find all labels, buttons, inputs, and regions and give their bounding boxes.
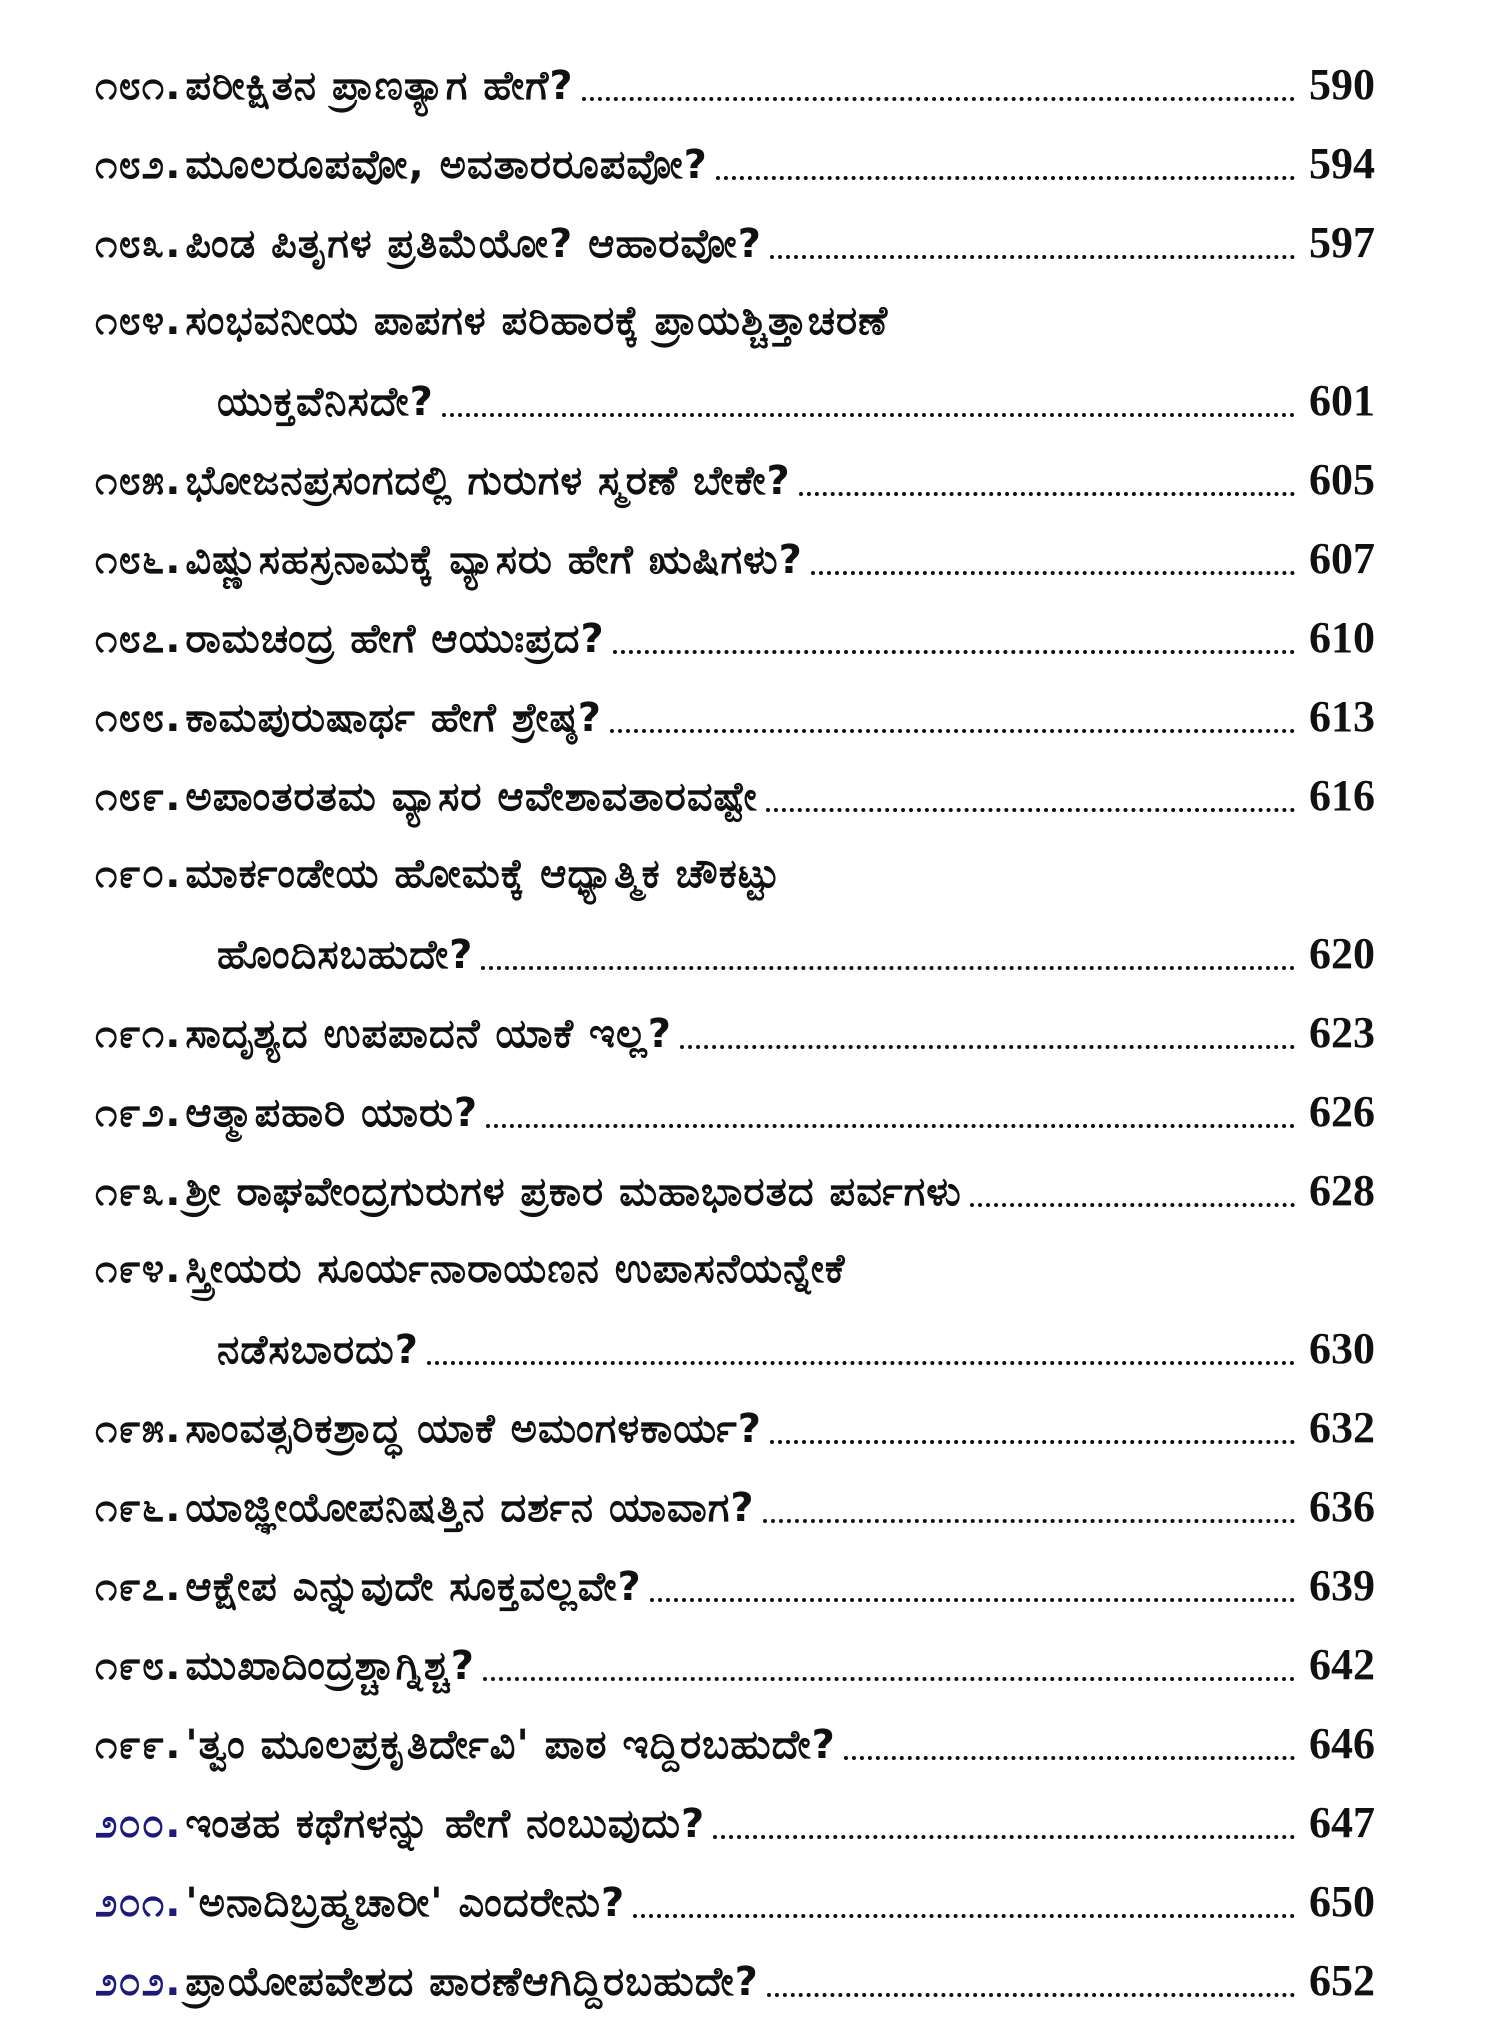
entry-title: ವಿಷ್ಣುಸಹಸ್ರನಾಮಕ್ಕೆ ವ್ಯಾಸರು ಹೇಗೆ ಋಷಿಗಳು? bbox=[185, 537, 803, 583]
entry-title: ಮಾರ್ಕಂಡೇಯ ಹೋಮಕ್ಕೆ ಆಧ್ಯಾತ್ಮಿಕ ಚೌಕಟ್ಟು bbox=[185, 851, 781, 897]
entry-number: ೧೯೫. bbox=[95, 1406, 182, 1452]
entry-page-number: 613 bbox=[1309, 692, 1375, 741]
entry-title: ಸಾದೃಶ್ಯದ ಉಪಪಾದನೆ ಯಾಕೆ ಇಲ್ಲ? bbox=[185, 1011, 672, 1057]
entry-number: ೧೮೨. bbox=[95, 142, 182, 188]
entry-page-number: 630 bbox=[1309, 1324, 1375, 1373]
dot-leader bbox=[486, 1124, 1295, 1128]
entry-page-number: 605 bbox=[1309, 455, 1375, 504]
dot-leader bbox=[481, 966, 1295, 970]
entry-page-number: 626 bbox=[1309, 1087, 1375, 1136]
dot-leader bbox=[483, 1677, 1295, 1681]
entry-page-number: 642 bbox=[1309, 1640, 1375, 1689]
toc-entry bbox=[95, 1625, 1375, 1704]
entry-page-number: 623 bbox=[1309, 1008, 1375, 1057]
entry-title: ಆತ್ಮಾಪಹಾರಿ ಯಾರು? bbox=[185, 1090, 479, 1136]
entry-number: ೧೯೦. bbox=[95, 851, 182, 897]
dot-leader bbox=[716, 176, 1295, 180]
dot-leader bbox=[799, 492, 1295, 496]
entry-page-number: 652 bbox=[1309, 1956, 1375, 2005]
entry-page-number: 607 bbox=[1309, 534, 1375, 583]
dot-leader bbox=[582, 97, 1295, 101]
toc-entry bbox=[95, 440, 1375, 519]
entry-number: ೧೮೬. bbox=[95, 537, 182, 583]
entry-page-number: 632 bbox=[1309, 1403, 1375, 1452]
entry-title: ಆಕ್ಷೇಪ ಎನ್ನುವುದೇ ಸೂಕ್ತವಲ್ಲವೇ? bbox=[185, 1564, 642, 1610]
entry-page-number: 647 bbox=[1309, 1798, 1375, 1847]
dot-leader bbox=[613, 650, 1295, 654]
toc-entry bbox=[95, 835, 1375, 993]
entry-number: ೧೮೧. bbox=[95, 63, 182, 109]
toc-entry bbox=[95, 519, 1375, 598]
dot-leader bbox=[610, 729, 1295, 733]
entry-number: ೧೮೪. bbox=[95, 298, 182, 344]
dot-leader bbox=[770, 255, 1295, 259]
entry-number: ೨೦೧. bbox=[95, 1880, 182, 1926]
dot-leader bbox=[633, 1914, 1295, 1918]
dot-leader bbox=[763, 1519, 1295, 1523]
entry-title-continued: ಹೊಂದಿಸಬಹುದೇ? bbox=[217, 932, 474, 978]
dot-leader bbox=[650, 1598, 1295, 1602]
entry-title-continued: ನಡೆಸಬಾರದು? bbox=[217, 1327, 419, 1373]
entry-number: ೧೮೭. bbox=[95, 616, 182, 662]
toc-entry bbox=[95, 1783, 1375, 1862]
entry-number: ೧೯೯. bbox=[95, 1722, 182, 1768]
entry-title: ಮೂಲರೂಪವೋ, ಅವತಾರರೂಪವೋ? bbox=[185, 142, 708, 188]
dot-leader bbox=[713, 1835, 1295, 1839]
entry-title: 'ತ್ವಂ ಮೂಲಪ್ರಕೃತಿರ್ದೇವಿ' ಪಾಠ ಇದ್ದಿರಬಹುದೇ? bbox=[185, 1722, 836, 1768]
toc-entry bbox=[95, 1862, 1375, 1941]
entry-title: ಪರೀಕ್ಷಿತನ ಪ್ರಾಣತ್ಯಾಗ ಹೇಗೆ? bbox=[185, 63, 574, 109]
entry-page-number: 646 bbox=[1309, 1719, 1375, 1768]
entry-title: ಪ್ರಾಯೋಪವೇಶದ ಪಾರಣೆಆಗಿದ್ದಿರಬಹುದೇ? bbox=[185, 1959, 759, 2005]
entry-title: ರಾಮಚಂದ್ರ ಹೇಗೆ ಆಯುಃಪ್ರದ? bbox=[185, 616, 605, 662]
entry-title: 'ಅನಾದಿಬ್ರಹ್ಮಚಾರೀ' ಎಂದರೇನು? bbox=[185, 1880, 626, 1926]
entry-number: ೧೮೮. bbox=[95, 695, 182, 741]
toc-entry bbox=[95, 1941, 1375, 2020]
dot-leader bbox=[767, 1993, 1295, 1997]
toc-entry bbox=[95, 282, 1375, 440]
toc-entry bbox=[95, 598, 1375, 677]
entry-title: ಮುಖಾದಿಂದ್ರಶ್ಚಾಗ್ನಿಶ್ಚ? bbox=[185, 1643, 475, 1689]
entry-number: ೧೯೨. bbox=[95, 1090, 182, 1136]
dot-leader bbox=[970, 1203, 1295, 1207]
entry-number: ೨೦೨. bbox=[95, 1959, 182, 2005]
entry-page-number: 610 bbox=[1309, 613, 1375, 662]
entry-number: ೧೯೬. bbox=[95, 1485, 182, 1531]
entry-number: ೧೯೮. bbox=[95, 1643, 182, 1689]
toc-entry bbox=[95, 203, 1375, 282]
entry-page-number: 590 bbox=[1309, 60, 1375, 109]
dot-leader bbox=[442, 413, 1295, 417]
toc-entry bbox=[95, 1467, 1375, 1546]
entry-number: ೧೯೩. bbox=[95, 1169, 182, 1215]
toc-entry bbox=[95, 1704, 1375, 1783]
entry-page-number: 594 bbox=[1309, 139, 1375, 188]
toc-entry bbox=[95, 124, 1375, 203]
entry-number: ೨೦೦. bbox=[95, 1801, 182, 1847]
dot-leader bbox=[766, 808, 1295, 812]
entry-title: ಸಾಂವತ್ಸರಿಕಶ್ರಾದ್ಧ ಯಾಕೆ ಅಮಂಗಳಕಾರ್ಯ? bbox=[185, 1406, 762, 1452]
entry-number: ೧೮೫. bbox=[95, 458, 182, 504]
entry-title: ಕಾಮಪುರುಷಾರ್ಥ ಹೇಗೆ ಶ್ರೇಷ್ಠ? bbox=[185, 695, 602, 741]
entry-page-number: 639 bbox=[1309, 1561, 1375, 1610]
entry-title: ಇಂತಹ ಕಥೆಗಳನ್ನು ಹೇಗೆ ನಂಬುವುದು? bbox=[185, 1801, 706, 1847]
entry-title: ಪಿಂಡ ಪಿತೃಗಳ ಪ್ರತಿಮೆಯೋ? ಆಹಾರವೋ? bbox=[185, 221, 762, 267]
dot-leader bbox=[811, 571, 1295, 575]
table-of-contents bbox=[95, 45, 1375, 2020]
toc-entry bbox=[95, 677, 1375, 756]
entry-page-number: 601 bbox=[1309, 376, 1375, 425]
entry-title: ಅಪಾಂತರತಮ ವ್ಯಾಸರ ಆವೇಶಾವತಾರವಷ್ಟೇ bbox=[185, 774, 758, 820]
entry-page-number: 597 bbox=[1309, 218, 1375, 267]
entry-page-number: 650 bbox=[1309, 1877, 1375, 1926]
dot-leader bbox=[770, 1440, 1295, 1444]
entry-page-number: 620 bbox=[1309, 929, 1375, 978]
entry-title: ಯಾಜ್ಞೀಯೋಪನಿಷತ್ತಿನ ದರ್ಶನ ಯಾವಾಗ? bbox=[185, 1485, 755, 1531]
toc-entry bbox=[95, 1388, 1375, 1467]
toc-entry bbox=[95, 1546, 1375, 1625]
entry-number: ೧೯೪. bbox=[95, 1246, 182, 1292]
entry-number: ೧೮೩. bbox=[95, 221, 182, 267]
toc-entry bbox=[95, 993, 1375, 1072]
entry-title: ಶ್ರೀ ರಾಘವೇಂದ್ರಗುರುಗಳ ಪ್ರಕಾರ ಮಹಾಭಾರತದ ಪರ್ವಗಳು bbox=[185, 1169, 962, 1215]
toc-entry bbox=[95, 756, 1375, 835]
toc-entry bbox=[95, 1151, 1375, 1230]
entry-title-continued: ಯುಕ್ತವೆನಿಸದೇ? bbox=[217, 379, 434, 425]
entry-number: ೧೯೭. bbox=[95, 1564, 182, 1610]
entry-title: ಭೋಜನಪ್ರಸಂಗದಲ್ಲಿ ಗುರುಗಳ ಸ್ಮರಣೆ ಬೇಕೇ? bbox=[185, 458, 791, 504]
toc-entry bbox=[95, 1230, 1375, 1388]
dot-leader bbox=[844, 1756, 1295, 1760]
entry-page-number: 636 bbox=[1309, 1482, 1375, 1531]
dot-leader bbox=[427, 1361, 1295, 1365]
entry-number: ೧೮೯. bbox=[95, 774, 182, 820]
toc-entry bbox=[95, 1072, 1375, 1151]
entry-page-number: 616 bbox=[1309, 771, 1375, 820]
entry-title: ಸ್ತ್ರೀಯರು ಸೂರ್ಯನಾರಾಯಣನ ಉಪಾಸನೆಯನ್ನೇಕೆ bbox=[185, 1246, 846, 1292]
entry-title: ಸಂಭವನೀಯ ಪಾಪಗಳ ಪರಿಹಾರಕ್ಕೆ ಪ್ರಾಯಶ್ಚಿತ್ತಾಚರಣೆ bbox=[185, 298, 889, 344]
entry-number: ೧೯೧. bbox=[95, 1011, 182, 1057]
entry-page-number: 628 bbox=[1309, 1166, 1375, 1215]
dot-leader bbox=[680, 1045, 1295, 1049]
toc-entry bbox=[95, 45, 1375, 124]
